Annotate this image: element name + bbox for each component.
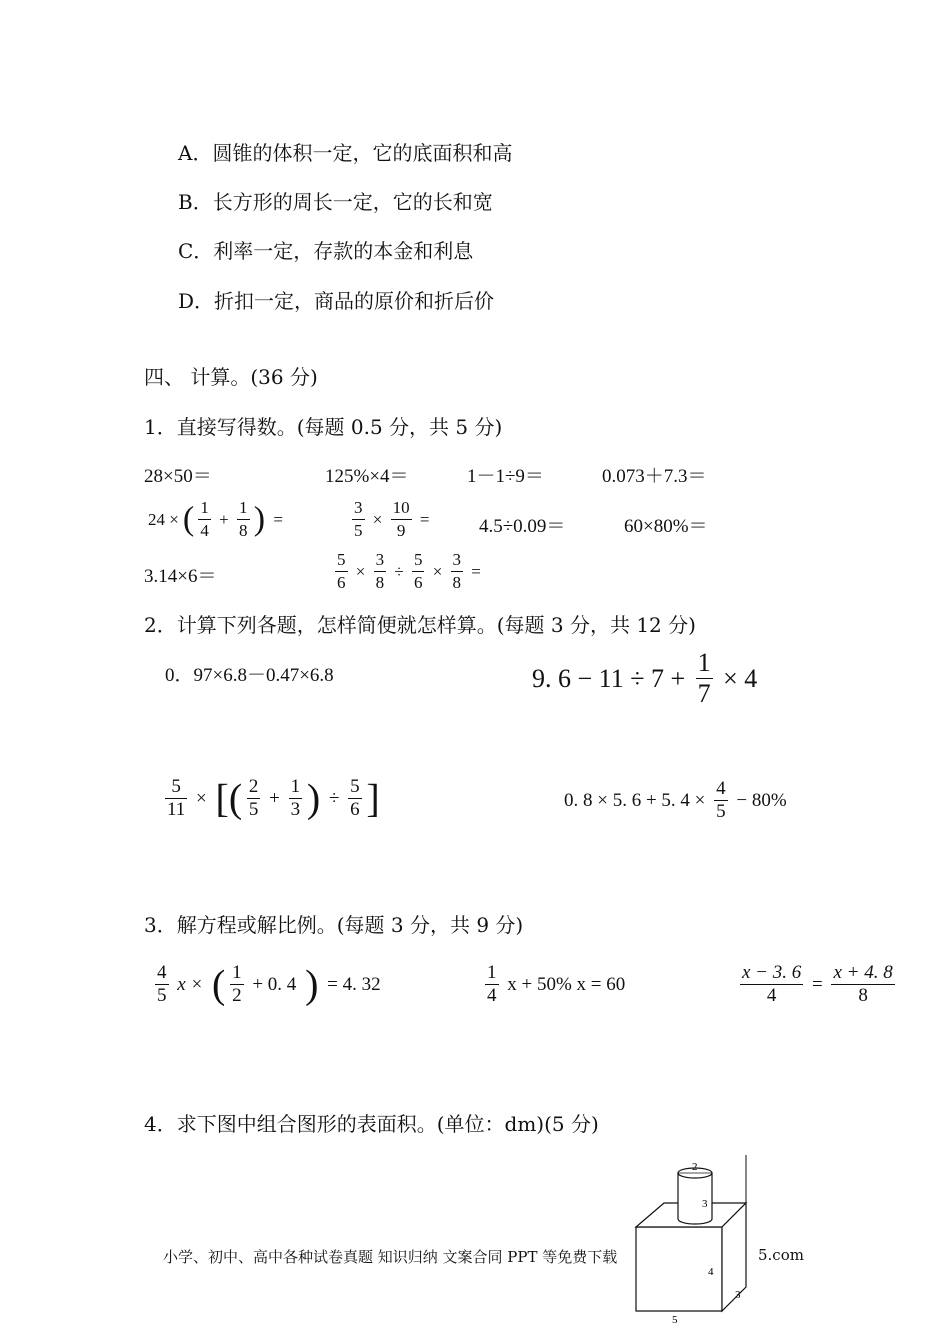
variable-x: x × [177, 973, 204, 995]
fraction [247, 776, 261, 821]
fraction [165, 776, 187, 821]
label-cylinder-height: 3 [702, 1198, 708, 1210]
q1-row1-d: 0.073＋7.3＝ [602, 466, 707, 487]
q1-row3-b [335, 549, 485, 594]
fraction [198, 497, 211, 542]
numerator: x − 3. 6 [742, 962, 802, 983]
fraction [335, 549, 348, 594]
label-depth: 3 [735, 1289, 741, 1301]
option-b: B．长方形的周长一定，它的长和宽 [178, 190, 493, 214]
label-cube-height: 4 [708, 1266, 714, 1278]
fraction [230, 962, 244, 1007]
option-c: C．利率一定，存款的本金和利息 [178, 239, 474, 263]
times-sign: × [355, 561, 366, 581]
denominator: 7 [697, 679, 711, 708]
numerator: 4 [716, 778, 726, 799]
equals-sign: = [812, 973, 823, 995]
equals-sign: = [419, 509, 430, 529]
label-diameter: 2 [692, 1161, 698, 1173]
q1-title: 1．直接写得数。(每题 0.5 分，共 5 分) [144, 415, 503, 439]
q1-row3-a: 3.14×6＝ [144, 566, 217, 587]
numerator: 1 [697, 648, 711, 677]
expression-part: − 80% [736, 789, 787, 811]
bracket-close: ] [366, 775, 380, 821]
numerator: x + 4. 8 [833, 962, 893, 983]
fraction [485, 962, 499, 1007]
fraction [155, 962, 169, 1007]
combined-solid-figure [628, 1155, 754, 1325]
section-title: 四、 计算。(36 分) [144, 365, 318, 389]
expression-part: 9. 6 − 11 ÷ 7 + [532, 663, 686, 693]
fraction [740, 962, 803, 1007]
fraction [714, 778, 728, 823]
equals-sign: = [273, 509, 283, 529]
plus-sign: + [219, 509, 229, 529]
numerator: 4 [157, 962, 167, 983]
divide-sign: ÷ [328, 787, 340, 809]
q3-equation-2 [485, 962, 629, 1007]
denominator: 4 [487, 985, 497, 1006]
numerator: 5 [412, 549, 425, 572]
numerator: 10 [391, 497, 412, 520]
expression-part: + 0. 4 [252, 973, 297, 995]
expression-part: 0. 8 × 5. 6 + 5. 4 × [564, 789, 706, 811]
fraction [352, 497, 365, 542]
fraction [696, 648, 713, 709]
times-sign: × [196, 787, 207, 809]
numerator: 1 [232, 962, 242, 983]
times-sign: × [432, 561, 443, 581]
q2-problem-4 [560, 778, 791, 823]
denominator: 11 [167, 799, 186, 820]
denominator: 3 [290, 799, 301, 820]
q1-row2-d: 60×80%＝ [624, 516, 708, 537]
paren-open: ( [212, 961, 226, 1007]
numerator: 3 [374, 549, 387, 572]
denominator: 9 [396, 521, 406, 540]
fraction [348, 776, 362, 821]
fraction [374, 549, 387, 594]
denominator: 5 [248, 799, 259, 820]
option-d: D．折扣一定，商品的原价和折后价 [178, 289, 495, 313]
denominator: 5 [354, 521, 363, 540]
q1-row2-a [144, 497, 287, 542]
q1-row2-c: 4.5÷0.09＝ [479, 516, 566, 537]
numerator: 3 [352, 497, 365, 520]
paren-open: ( [182, 500, 195, 538]
numerator: 2 [248, 776, 259, 797]
fraction [391, 497, 412, 542]
fraction [412, 549, 425, 594]
q3-equation-1 [155, 962, 385, 1007]
cylinder-body [678, 1173, 712, 1219]
divide-sign: ÷ [394, 561, 404, 581]
numerator: 5 [165, 776, 187, 799]
q3-title: 3．解方程或解比例。(每题 3 分，共 9 分) [144, 913, 524, 937]
denominator: 4 [200, 521, 209, 540]
bracket-open: [ [215, 775, 229, 821]
paren-close: ) [305, 961, 319, 1007]
paren-open: ( [228, 775, 243, 821]
denominator: 4 [766, 985, 777, 1006]
q1-row1-a: 28×50＝ [144, 466, 212, 487]
denominator: 5 [716, 801, 726, 822]
numerator: 5 [335, 549, 348, 572]
fraction [237, 497, 250, 542]
denominator: 5 [157, 985, 167, 1006]
denominator: 6 [413, 573, 423, 592]
q1-row1-c: 1－1÷9＝ [467, 466, 544, 487]
expression-part: x + 50% x = 60 [507, 973, 626, 995]
numerator: 1 [290, 776, 301, 797]
numerator: 1 [487, 962, 497, 983]
q4-title: 4．求下图中组合图形的表面积。(单位：dm)(5 分) [144, 1112, 599, 1136]
paren-close: ) [306, 775, 321, 821]
fraction [831, 962, 894, 1007]
expression-part: × 4 [723, 663, 758, 693]
plus-sign: + [269, 787, 280, 809]
footer-text: 小学、初中、高中各种试卷真题 知识归纳 文案合同 PPT 等免费下载 [163, 1248, 618, 1266]
numerator: 5 [350, 776, 360, 797]
option-a: A．圆锥的体积一定，它的底面积和高 [178, 141, 513, 165]
q1-row2-a-prefix: 24 × [148, 509, 179, 529]
denominator: 2 [232, 985, 242, 1006]
footer-tail: 5.com [758, 1246, 804, 1264]
denominator: 8 [239, 521, 248, 540]
fraction [451, 549, 464, 594]
q2-title: 2．计算下列各题，怎样简便就怎样算。(每题 3 分，共 12 分) [144, 613, 696, 637]
denominator: 8 [375, 573, 385, 592]
times-sign: × [372, 509, 383, 529]
expression-part: = 4. 32 [327, 973, 381, 995]
q2-problem-2 [528, 648, 761, 709]
denominator: 8 [858, 985, 868, 1006]
q3-equation-3 [740, 962, 895, 1007]
denominator: 6 [337, 573, 346, 592]
q1-row2-b [352, 497, 433, 542]
denominator: 6 [350, 799, 360, 820]
equals-sign: = [471, 561, 481, 581]
fraction [289, 776, 303, 821]
numerator: 1 [198, 497, 211, 520]
numerator: 1 [237, 497, 250, 520]
numerator: 3 [451, 549, 464, 572]
label-width: 5 [672, 1314, 678, 1325]
q2-problem-3 [165, 776, 380, 821]
q1-row1-b: 125%×4＝ [325, 466, 409, 487]
q2-problem-1: 0．97×6.8－0.47×6.8 [165, 665, 334, 686]
denominator: 8 [452, 573, 462, 592]
paren-close: ) [253, 500, 266, 538]
